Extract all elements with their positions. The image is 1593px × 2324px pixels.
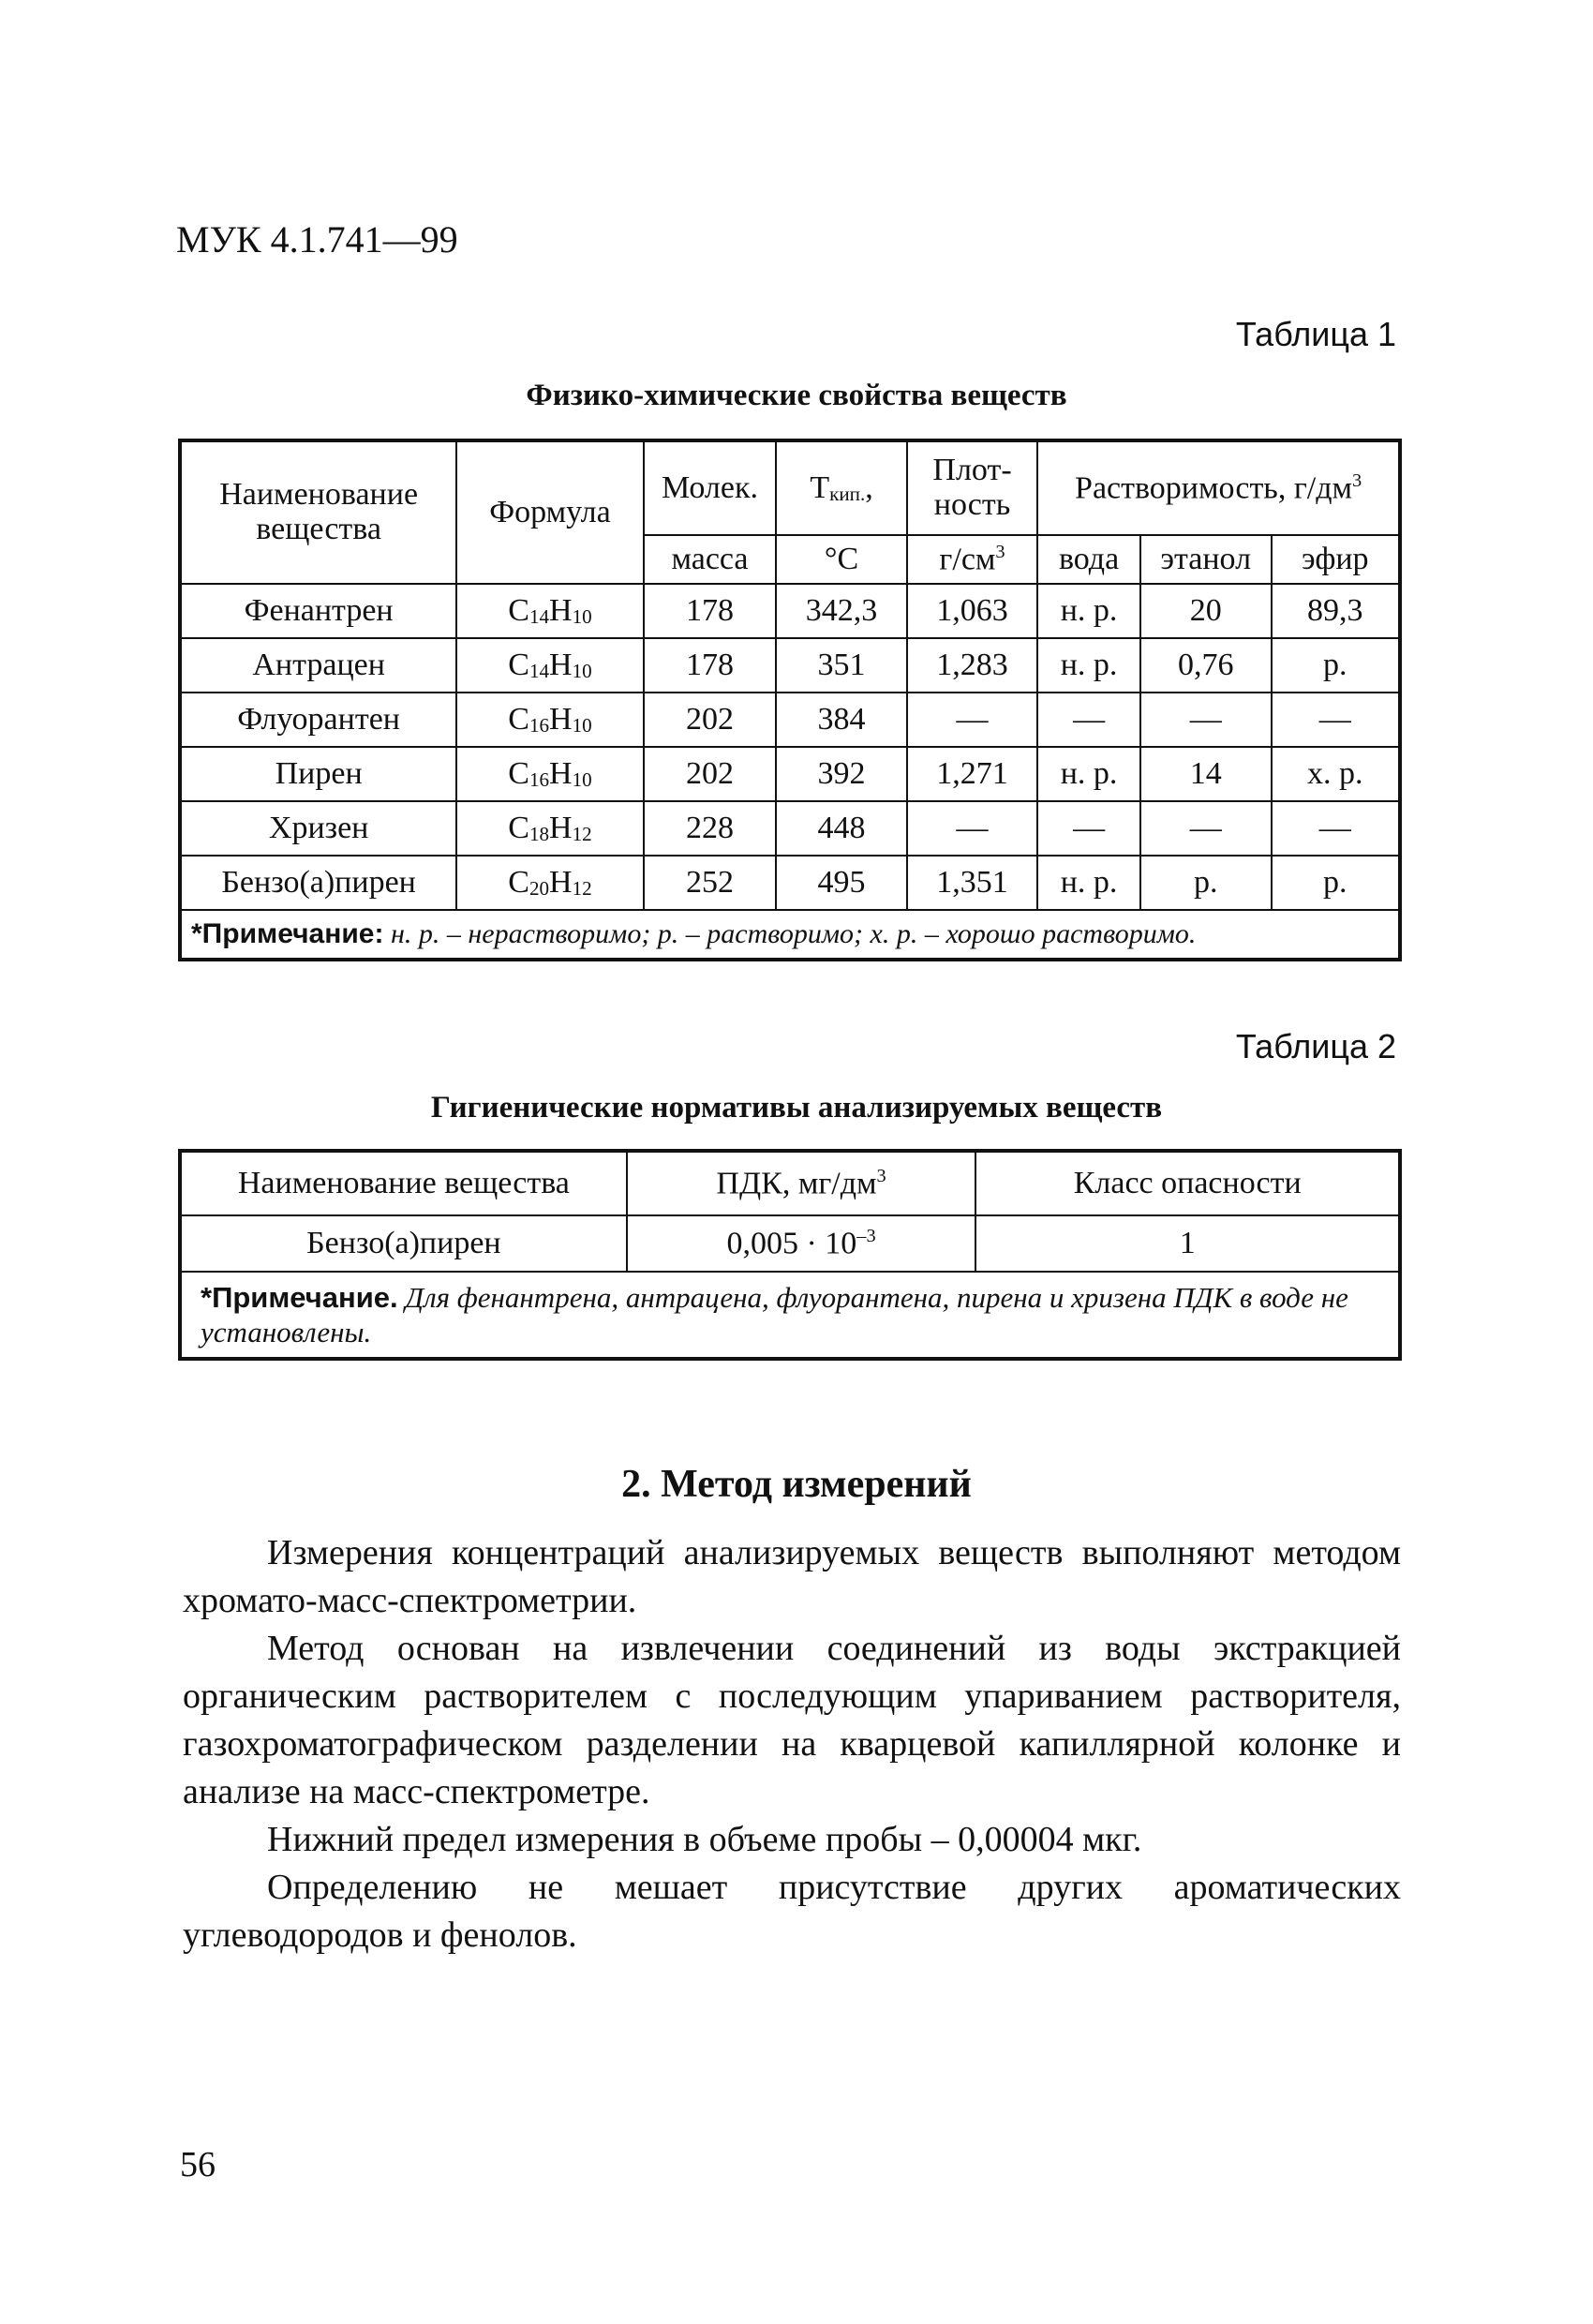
cell-ethanol: — xyxy=(1140,693,1272,747)
paragraph: Метод основан на извлечении соединений из воды экстракцией органическим растворителем с последующим упариванием растворителя, газохроматографическом разделении на кварцевой капиллярной колонке и анализе на масс-спектрометре. xyxy=(183,1629,1401,1811)
header-tkip-bottom: °С xyxy=(776,535,906,584)
cell-density: — xyxy=(907,801,1038,856)
table1-caption: Физико-химические свойства веществ xyxy=(526,379,1067,412)
cell-ethanol: — xyxy=(1140,801,1272,856)
cell-hazard: 1 xyxy=(975,1215,1400,1272)
cell-water: н. р. xyxy=(1037,747,1140,801)
tkip-comma: , xyxy=(865,469,873,505)
header-hazard: Класс опасности xyxy=(975,1151,1400,1215)
cell-water: — xyxy=(1037,693,1140,747)
properties-table xyxy=(178,439,1402,961)
table1-note xyxy=(180,910,1400,960)
table2-caption: Гигиенические нормативы анализируемых веществ xyxy=(430,1091,1163,1125)
header-tkip-top xyxy=(776,440,906,535)
cell-tkip: 351 xyxy=(776,638,906,693)
cell-density: 1,351 xyxy=(907,856,1038,910)
cell-ether: р. xyxy=(1272,638,1400,693)
section-heading: 2. Метод измерений xyxy=(621,1463,972,1506)
cell-formula: $C_{14}H_{10}$ xyxy=(456,638,643,693)
cell-ether: — xyxy=(1272,801,1400,856)
note-text: н. р. – нерастворимо; р. – растворимо; х. р. – хорошо растворимо. xyxy=(383,917,1197,949)
cell-ether: р. xyxy=(1272,856,1400,910)
table2-note-row xyxy=(180,1272,1400,1359)
cell-formula: $C_{16}H_{10}$ xyxy=(456,747,643,801)
header-density-top: Плот-ность xyxy=(907,440,1038,535)
cell-formula: $C_{16}H_{10}$ xyxy=(456,693,643,747)
cell-mass: 178 xyxy=(644,638,777,693)
cell-ether: 89,3 xyxy=(1272,584,1400,638)
cell-tkip: 384 xyxy=(776,693,906,747)
cell-mass: 252 xyxy=(644,856,777,910)
cell-mass: 202 xyxy=(644,693,777,747)
cell-tkip: 392 xyxy=(776,747,906,801)
table-row xyxy=(180,856,1400,910)
header-name: Наименование вещества xyxy=(180,1151,627,1215)
tkip-base: Т xyxy=(810,469,830,505)
header-mol-bottom: масса xyxy=(644,535,777,584)
solubility-sup: 3 xyxy=(1352,469,1362,491)
paragraph: Определению не мешает присутствие других ароматических углеводородов и фенолов. xyxy=(183,1868,1401,1955)
table-row xyxy=(180,693,1400,747)
cell-mass: 228 xyxy=(644,801,777,856)
cell-water: н. р. xyxy=(1037,638,1140,693)
header-water: вода xyxy=(1037,535,1140,584)
cell-mass: 202 xyxy=(644,747,777,801)
table-row xyxy=(180,638,1400,693)
cell-name: Фенантрен xyxy=(180,584,456,638)
header-mol-top: Молек. xyxy=(644,440,777,535)
header-ethanol: этанол xyxy=(1140,535,1272,584)
cell-tkip: 448 xyxy=(776,801,906,856)
table2-label: Таблица 2 xyxy=(1235,1027,1396,1065)
cell-formula: $C_{14}H_{10}$ xyxy=(456,584,643,638)
cell-formula: $C_{18}H_{12}$ xyxy=(456,801,643,856)
cell-name: Флуорантен xyxy=(180,693,456,747)
cell-mass: 178 xyxy=(644,584,777,638)
cell-ethanol: 14 xyxy=(1140,747,1272,801)
table2-note xyxy=(180,1272,1400,1359)
cell-formula: $C_{20}H_{12}$ xyxy=(456,856,643,910)
table-row xyxy=(180,584,1400,638)
density-unit: г/см xyxy=(939,542,996,577)
page-number: 56 xyxy=(180,2145,216,2184)
tkip-sub: кип. xyxy=(829,482,866,505)
cell-ether: — xyxy=(1272,693,1400,747)
cell-ethanol: р. xyxy=(1140,856,1272,910)
cell-density: — xyxy=(907,693,1038,747)
cell-water: — xyxy=(1037,801,1140,856)
cell-density: 1,271 xyxy=(907,747,1038,801)
table-row xyxy=(180,1215,1400,1272)
solubility-text: Растворимость, г/дм xyxy=(1075,470,1353,506)
section-body xyxy=(183,1529,1401,1959)
header-density-bottom xyxy=(907,535,1038,584)
density-sup: 3 xyxy=(995,541,1005,562)
cell-water: н. р. xyxy=(1037,584,1140,638)
header-ether: эфир xyxy=(1272,535,1400,584)
note-label: *Примечание. xyxy=(201,1281,398,1314)
cell-ethanol: 0,76 xyxy=(1140,638,1272,693)
cell-pdk: $0,005 \cdot 10^{-3}$ xyxy=(627,1215,976,1272)
cell-density: 1,283 xyxy=(907,638,1038,693)
cell-name: Пирен xyxy=(180,747,456,801)
table1-label: Таблица 1 xyxy=(1235,315,1396,353)
cell-name: Бензо(а)пирен xyxy=(180,1215,627,1272)
table1-note-row xyxy=(180,910,1400,960)
cell-tkip: 342,3 xyxy=(776,584,906,638)
header-pdk: ПДК, $мг/дм^3$ xyxy=(627,1151,976,1215)
note-text: Для фенантрена, антрацена, флуорантена, пирена и хризена ПДК в воде не установлены. xyxy=(201,1281,1348,1349)
header-name: Наименование вещества xyxy=(180,440,456,584)
paragraph: Нижний предел измерения в объеме пробы – 0,00004 мкг. xyxy=(267,1820,1142,1859)
document-code: МУК 4.1.741—99 xyxy=(176,218,458,261)
hygienic-norms-table xyxy=(178,1149,1402,1361)
cell-tkip: 495 xyxy=(776,856,906,910)
cell-ether: х. р. xyxy=(1272,747,1400,801)
cell-name: Хризен xyxy=(180,801,456,856)
note-label: *Примечание: xyxy=(191,917,384,949)
paragraph: Измерения концентраций анализируемых веществ выполняют методом хромато-масс-спектрометрии. xyxy=(183,1533,1401,1620)
cell-density: 1,063 xyxy=(907,584,1038,638)
header-formula: Формула xyxy=(456,440,643,584)
cell-ethanol: 20 xyxy=(1140,584,1272,638)
cell-water: н. р. xyxy=(1037,856,1140,910)
cell-name: Антрацен xyxy=(180,638,456,693)
table-row xyxy=(180,801,1400,856)
cell-name: Бензо(а)пирен xyxy=(180,856,456,910)
table-row xyxy=(180,747,1400,801)
header-solubility xyxy=(1037,440,1400,535)
